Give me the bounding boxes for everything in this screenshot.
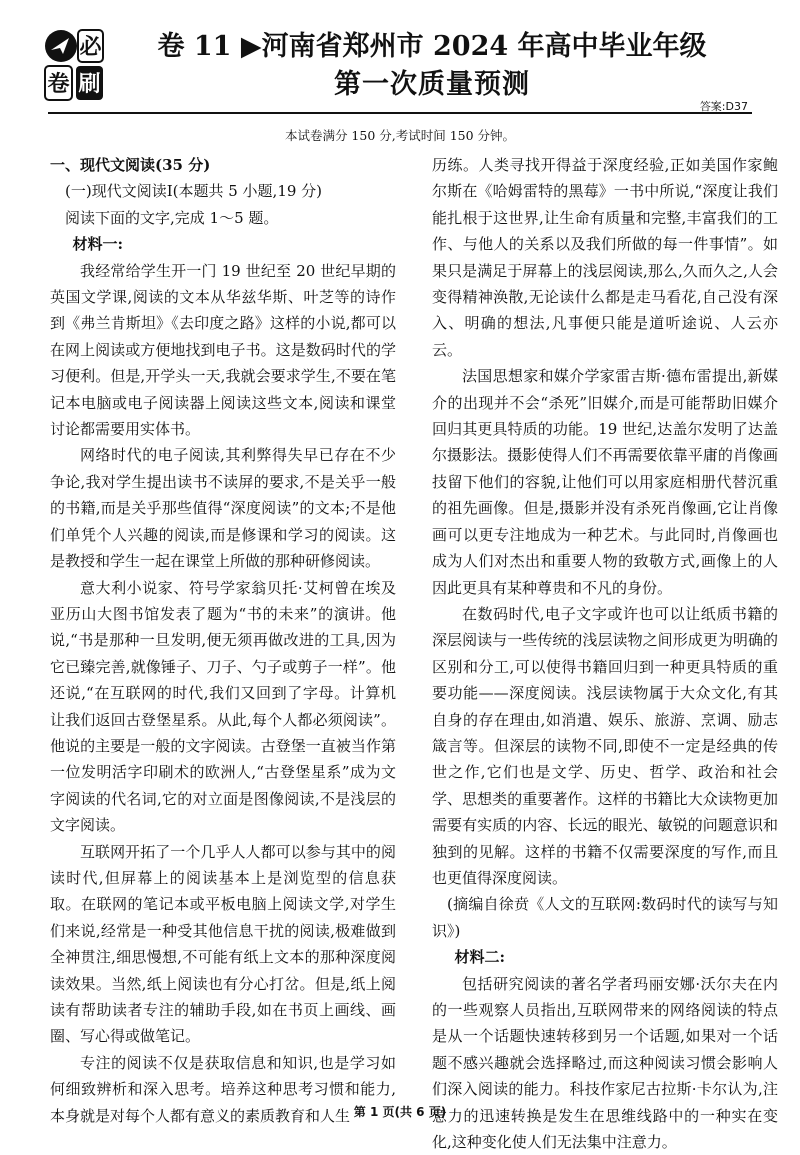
paragraph: 意大利小说家、符号学家翁贝托·艾柯曾在埃及亚历山大图书馆发表了题为“书的未来”的演讲。他说,“书是那种一旦发明,便无须再做改进的工具,因为它已臻完善,就像锤子、刀子、勺子或剪子一样”。他还说,“在互联网的时代,我们又回到了字母。计算机让我们返回古登堡星系。从此,每个人都必须阅读”。他说的主要是一般的文字阅读。古登堡一直被当作第一位发明活字印刷术的欧洲人,“古登堡星系”成为文字阅读的代名词,它的对立面是图像阅读,不是浅层的文字阅读。 xyxy=(50,578,396,835)
exam-info: 本试卷满分 150 分,考试时间 150 分钟。 xyxy=(284,128,516,143)
paragraph: 历练。人类寻找开得益于深度经验,正如美国作家鲍尔斯在《哈姆雷特的黑莓》一书中所说,“深度让我们能扎根于这世界,让生命有质量和完整,丰富我们的工作、与他人的关系以及我们所做的每一件事情”。如果只是满足于屏幕上的浅层阅读,那么,久而久之,人会变得精神涣散,无论读什么都是走马看花,自己没有深入、明确的想法,凡事便只能是道听途说、人云亦云。 xyxy=(432,156,778,359)
paragraph: 包括研究阅读的著名学者玛丽安娜·沃尔夫在内的一些观察人员指出,互联网带来的网络阅读的特点是从一个话题快速转移到另一个话题,如果对一个话题不感兴趣就会选择略过,而这种阅读习惯会影响人们深入阅读的能力。科技作家尼古拉斯·卡尔认为,注意力的迅速转换是发生在思维线路中的一种实在变化,这种变化使人们无法集中注意力。 xyxy=(432,974,778,1152)
header-divider xyxy=(48,112,752,114)
page-number: 第 1 页(共 6 页) xyxy=(353,1105,447,1119)
logo xyxy=(43,28,105,102)
answer-code: 答案:D37 xyxy=(699,100,748,113)
paragraph: 在数码时代,电子文字或许也可以让纸质书籍的深层阅读与一些传统的浅层读物之间形成更为明确的区别和分工,可以使得书籍回归到一种更具特质的重要功能——深度阅读。浅层读物属于大众文化,有其自身的存在理由,如消遣、娱乐、旅游、烹调、励志箴言等。但深层的读物不同,即使不一定是经典的传世之作,它们也是文学、历史、哲学、政治和社会学、思想类的重要著作。这样的书籍比大众读物更加需要有实质的内容、长远的眼光、敏锐的问题意识和独到的见解。这样的书籍不仅需要深度的写作,而且也更值得深度阅读。 xyxy=(432,604,778,887)
paragraph: 材料一: xyxy=(72,235,124,254)
paragraph: 阅读下面的文字,完成 1～5 题。 xyxy=(65,208,279,227)
svg-text:刷: 刷 xyxy=(78,71,101,97)
paragraph: (摘编自徐贲《人文的互联网:数码时代的读写与知识》) xyxy=(432,895,778,940)
right-column xyxy=(432,152,778,1155)
svg-text:卷: 卷 xyxy=(47,71,70,97)
title-line-2: 第一次质量预测 xyxy=(334,69,530,100)
paragraph: 材料二: xyxy=(454,948,506,967)
left-column xyxy=(50,152,396,1129)
paragraph: 网络时代的电子阅读,其利弊得失早已存在不少争论,我对学生提出读书不读屏的要求,不是关乎一般的书籍,而是关乎那些值得“深度阅读”的文本;不是他们单凭个人兴趣的阅读,而是修课和学习的阅读。这是教授和学生一起在课堂上所做的那种研修阅读。 xyxy=(50,446,396,571)
page-title xyxy=(112,28,752,104)
svg-text:必: 必 xyxy=(79,34,102,60)
paragraph: 法国思想家和媒介学家雷吉斯·德布雷提出,新媒介的出现并不会“杀死”旧媒介,而是可能帮助旧媒介回归其更具特质的功能。19 世纪,达盖尔发明了达盖尔摄影法。摄影使得人们不再需要依靠平庸的肖像画技留下他们的容貌,让他们可以用家庭相册代替沉重的祖先画像。但是,摄影并没有杀死肖像画,它让肖像画可以更专注地成为一种艺术。与此同时,肖像画也成为人们对杰出和重要人物的致敬方式,画像上的人因此更具有某种尊贵和不凡的身份。 xyxy=(432,367,778,597)
paragraph: (一)现代文阅读Ⅰ(本题共 5 小题,19 分) xyxy=(65,182,323,201)
paragraph: 一、现代文阅读(35 分) xyxy=(50,156,211,174)
paragraph: 我经常给学生开一门 19 世纪至 20 世纪早期的英国文学课,阅读的文本从华兹华斯、叶芝等的诗作到《弗兰肯斯坦》《去印度之路》这样的小说,都可以在网上阅读或方便地找到电子书。这是数码时代的学习便利。但是,开学头一天,我就会要求学生,不要在笔记本电脑或电子阅读器上阅读这些文本,阅读和课堂讨论都需要用实体书。 xyxy=(50,261,396,439)
paragraph: 互联网开拓了一个几乎人人都可以参与其中的阅读时代,但屏幕上的阅读基本上是浏览型的信息获取。在联网的笔记本或平板电脑上阅读文学,对学生们来说,经常是一种受其他信息干扰的阅读,极难做到全神贯注,细思慢想,不可能有纸上文本的那种深度阅读效果。当然,纸上阅读也有分心打岔。但是,纸上阅读有帮助读者专注的辅助手段,如在书页上画线、画圈、写心得或做笔记。 xyxy=(50,842,396,1046)
paragraph: 专注的阅读不仅是获取信息和知识,也是学习如何细致辨析和深入思考。培养这种思考习惯和能力,本身就是对每个人都有意义的素质教育和人生 xyxy=(50,1053,396,1125)
title-line-1: 卷 11 ▶河南省郑州市 2024 年高中毕业年级 xyxy=(157,31,707,62)
